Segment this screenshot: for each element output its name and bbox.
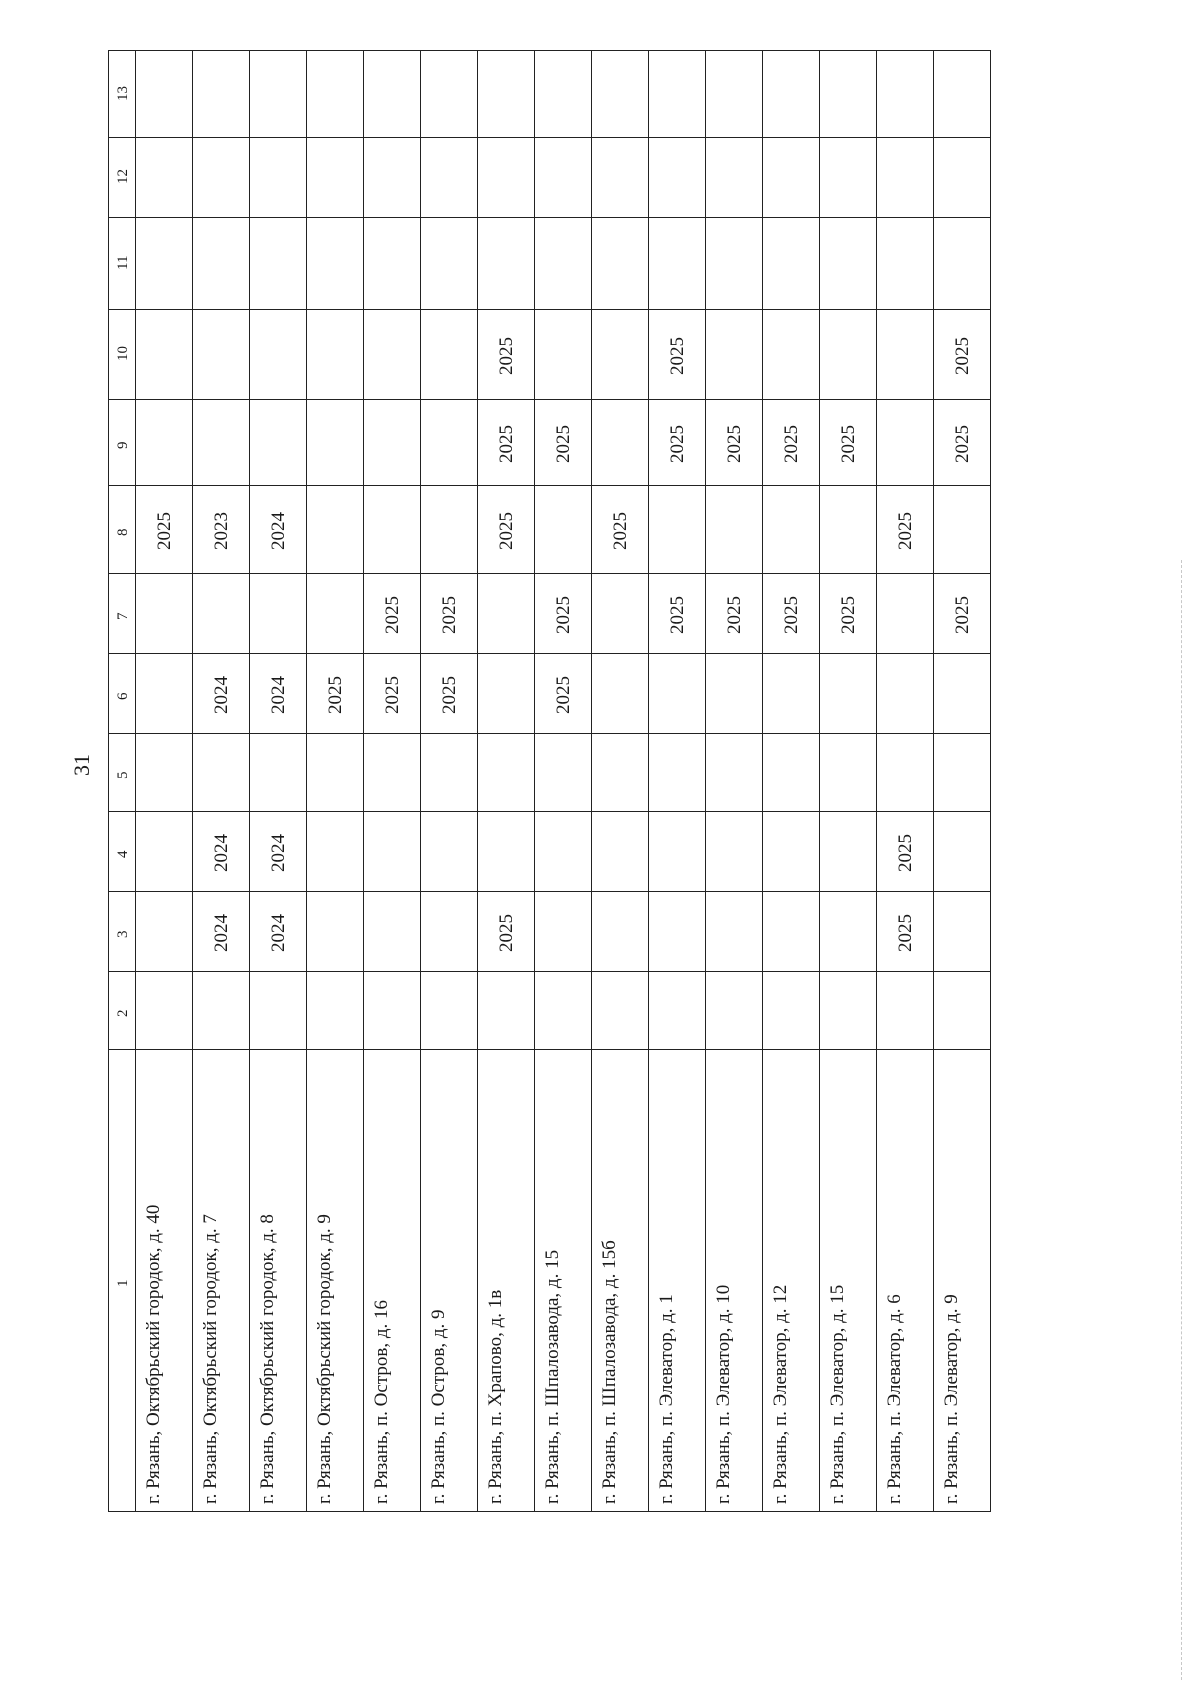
header-label: 8	[115, 528, 131, 536]
table-row	[421, 50, 478, 1512]
year-cell	[364, 310, 420, 400]
table-row	[250, 50, 307, 1512]
year-cell	[934, 218, 990, 310]
year-cell	[250, 972, 306, 1050]
year-cell	[820, 486, 876, 574]
year-value: 2025	[382, 596, 403, 634]
year-cell	[592, 218, 648, 310]
year-cell	[649, 218, 705, 310]
year-cell	[706, 400, 762, 486]
year-cell	[364, 218, 420, 310]
address-text: г. Рязань, п. Шпалозавода, д. 15	[542, 1249, 563, 1504]
year-cell	[193, 812, 249, 892]
year-value: 2025	[895, 914, 916, 952]
year-cell	[136, 310, 192, 400]
year-cell	[307, 892, 363, 972]
year-value: 2023	[211, 512, 232, 550]
year-cell	[193, 50, 249, 138]
year-cell	[877, 734, 933, 812]
year-cell	[877, 486, 933, 574]
year-cell	[535, 654, 591, 734]
header-label: 6	[115, 692, 131, 700]
year-cell	[934, 486, 990, 574]
header-cell	[109, 812, 135, 892]
year-cell	[364, 138, 420, 218]
year-cell	[193, 892, 249, 972]
header-cell	[109, 1050, 135, 1512]
year-cell	[592, 812, 648, 892]
year-cell	[649, 138, 705, 218]
year-cell	[877, 50, 933, 138]
year-cell	[820, 892, 876, 972]
table-row	[478, 50, 535, 1512]
address-text: г. Рязань, п. Элеватор, д. 9	[941, 1294, 962, 1504]
year-cell	[250, 654, 306, 734]
address-cell	[763, 1050, 819, 1512]
address-text: г. Рязань, Октябрьский городок, д. 7	[200, 1214, 221, 1504]
year-cell	[706, 812, 762, 892]
year-cell	[421, 812, 477, 892]
year-cell	[934, 138, 990, 218]
year-cell	[136, 972, 192, 1050]
year-cell	[592, 892, 648, 972]
year-cell	[364, 654, 420, 734]
year-value: 2025	[781, 425, 802, 463]
year-cell	[421, 218, 477, 310]
year-cell	[421, 734, 477, 812]
year-value: 2025	[952, 425, 973, 463]
table-row	[364, 50, 421, 1512]
year-cell	[592, 400, 648, 486]
year-cell	[763, 892, 819, 972]
address-cell	[820, 1050, 876, 1512]
address-cell	[877, 1050, 933, 1512]
year-cell	[193, 138, 249, 218]
table-row	[307, 50, 364, 1512]
year-value: 2025	[781, 596, 802, 634]
year-value: 2024	[268, 914, 289, 952]
year-cell	[250, 218, 306, 310]
year-cell	[763, 310, 819, 400]
year-cell	[706, 50, 762, 138]
address-cell	[535, 1050, 591, 1512]
year-cell	[934, 972, 990, 1050]
year-cell	[763, 972, 819, 1050]
year-cell	[193, 734, 249, 812]
address-text: г. Рязань, п. Остров, д. 9	[428, 1309, 449, 1504]
year-cell	[364, 734, 420, 812]
year-cell	[535, 486, 591, 574]
year-cell	[364, 574, 420, 654]
year-cell	[877, 138, 933, 218]
year-cell	[649, 972, 705, 1050]
header-label: 7	[115, 612, 131, 620]
year-cell	[535, 50, 591, 138]
table-row	[706, 50, 763, 1512]
year-cell	[820, 574, 876, 654]
year-cell	[535, 218, 591, 310]
year-cell	[193, 654, 249, 734]
table-row	[136, 50, 193, 1512]
year-cell	[136, 812, 192, 892]
address-cell	[364, 1050, 420, 1512]
year-value: 2025	[496, 337, 517, 375]
year-cell	[706, 892, 762, 972]
year-value: 2025	[667, 596, 688, 634]
year-value: 2025	[952, 596, 973, 634]
year-cell	[478, 892, 534, 972]
year-cell	[364, 812, 420, 892]
year-cell	[934, 654, 990, 734]
header-cell	[109, 50, 135, 138]
year-cell	[478, 574, 534, 654]
address-cell	[478, 1050, 534, 1512]
year-cell	[364, 400, 420, 486]
year-cell	[820, 310, 876, 400]
year-cell	[763, 138, 819, 218]
year-value: 2025	[667, 425, 688, 463]
table-row	[535, 50, 592, 1512]
header-label: 9	[115, 441, 131, 449]
year-cell	[136, 400, 192, 486]
year-cell	[934, 892, 990, 972]
year-cell	[592, 486, 648, 574]
table-row	[193, 50, 250, 1512]
header-label: 5	[115, 771, 131, 779]
year-cell	[421, 310, 477, 400]
address-cell	[421, 1050, 477, 1512]
year-cell	[649, 486, 705, 574]
year-cell	[535, 574, 591, 654]
address-cell	[934, 1050, 990, 1512]
year-cell	[649, 892, 705, 972]
year-cell	[877, 400, 933, 486]
year-cell	[535, 892, 591, 972]
year-cell	[307, 812, 363, 892]
year-cell	[136, 654, 192, 734]
address-cell	[250, 1050, 306, 1512]
year-value: 2025	[325, 676, 346, 714]
year-cell	[592, 574, 648, 654]
year-value: 2025	[496, 425, 517, 463]
year-cell	[763, 218, 819, 310]
address-cell	[136, 1050, 192, 1512]
year-cell	[193, 218, 249, 310]
year-cell	[478, 654, 534, 734]
year-cell	[478, 400, 534, 486]
header-cell	[109, 972, 135, 1050]
year-cell	[934, 574, 990, 654]
address-text: г. Рязань, п. Элеватор, д. 1	[656, 1294, 677, 1504]
address-text: г. Рязань, п. Остров, д. 16	[371, 1300, 392, 1504]
year-cell	[421, 486, 477, 574]
year-value: 2025	[154, 512, 175, 550]
year-cell	[706, 138, 762, 218]
year-cell	[820, 654, 876, 734]
year-cell	[706, 972, 762, 1050]
year-cell	[307, 486, 363, 574]
year-cell	[478, 310, 534, 400]
year-value: 2025	[553, 676, 574, 714]
year-cell	[535, 734, 591, 812]
year-value: 2024	[211, 834, 232, 872]
year-value: 2025	[667, 337, 688, 375]
year-cell	[193, 400, 249, 486]
year-value: 2025	[382, 676, 403, 714]
header-cell	[109, 734, 135, 812]
year-cell	[307, 50, 363, 138]
table-row	[649, 50, 706, 1512]
year-cell	[307, 400, 363, 486]
year-value: 2025	[838, 596, 859, 634]
address-text: г. Рязань, п. Элеватор, д. 15	[827, 1284, 848, 1504]
year-value: 2025	[496, 914, 517, 952]
year-cell	[877, 310, 933, 400]
year-cell	[136, 50, 192, 138]
year-cell	[820, 400, 876, 486]
year-cell	[136, 218, 192, 310]
year-value: 2025	[439, 676, 460, 714]
year-cell	[193, 310, 249, 400]
year-cell	[877, 574, 933, 654]
header-cell	[109, 138, 135, 218]
header-cell	[109, 574, 135, 654]
year-cell	[649, 50, 705, 138]
header-cell	[109, 654, 135, 734]
header-cell	[109, 218, 135, 310]
year-cell	[136, 574, 192, 654]
year-cell	[592, 138, 648, 218]
margin-rule	[1181, 560, 1182, 1680]
address-text: г. Рязань, п. Элеватор, д. 12	[770, 1284, 791, 1504]
year-value: 2024	[268, 512, 289, 550]
address-cell	[592, 1050, 648, 1512]
year-cell	[763, 654, 819, 734]
address-text: г. Рязань, п. Храпово, д. 1в	[485, 1289, 506, 1504]
year-cell	[706, 654, 762, 734]
year-value: 2025	[952, 337, 973, 375]
data-table	[108, 50, 1070, 1512]
year-cell	[592, 972, 648, 1050]
header-cell	[109, 892, 135, 972]
year-cell	[421, 654, 477, 734]
table-row	[592, 50, 649, 1512]
year-cell	[592, 734, 648, 812]
year-cell	[250, 812, 306, 892]
year-cell	[478, 138, 534, 218]
year-cell	[934, 50, 990, 138]
year-cell	[307, 574, 363, 654]
year-cell	[535, 138, 591, 218]
year-cell	[535, 310, 591, 400]
year-cell	[763, 574, 819, 654]
year-cell	[250, 310, 306, 400]
address-cell	[307, 1050, 363, 1512]
year-cell	[877, 812, 933, 892]
year-cell	[649, 310, 705, 400]
header-label: 12	[115, 169, 131, 184]
year-cell	[877, 972, 933, 1050]
year-value: 2025	[895, 512, 916, 550]
year-cell	[706, 310, 762, 400]
year-cell	[592, 654, 648, 734]
year-cell	[250, 50, 306, 138]
year-cell	[136, 734, 192, 812]
year-cell	[820, 50, 876, 138]
year-cell	[706, 574, 762, 654]
year-cell	[763, 400, 819, 486]
year-cell	[478, 218, 534, 310]
year-cell	[535, 812, 591, 892]
year-cell	[250, 734, 306, 812]
address-text: г. Рязань, Октябрьский городок, д. 9	[314, 1214, 335, 1504]
year-cell	[421, 574, 477, 654]
header-column	[108, 50, 136, 1512]
year-cell	[421, 400, 477, 486]
table-row	[820, 50, 877, 1512]
year-cell	[649, 734, 705, 812]
year-cell	[820, 218, 876, 310]
year-value: 2024	[211, 914, 232, 952]
year-cell	[250, 400, 306, 486]
year-cell	[763, 734, 819, 812]
year-cell	[820, 812, 876, 892]
year-cell	[250, 892, 306, 972]
year-cell	[934, 400, 990, 486]
year-value: 2025	[724, 596, 745, 634]
year-cell	[307, 972, 363, 1050]
year-cell	[649, 812, 705, 892]
year-cell	[421, 50, 477, 138]
year-value: 2025	[553, 596, 574, 634]
year-cell	[478, 734, 534, 812]
address-text: г. Рязань, п. Элеватор, д. 6	[884, 1294, 905, 1504]
header-label: 13	[115, 86, 131, 101]
year-cell	[763, 812, 819, 892]
year-cell	[934, 310, 990, 400]
year-cell	[535, 972, 591, 1050]
year-cell	[934, 734, 990, 812]
year-cell	[649, 574, 705, 654]
year-cell	[250, 574, 306, 654]
year-cell	[421, 138, 477, 218]
year-cell	[136, 138, 192, 218]
year-value: 2024	[268, 676, 289, 714]
header-label: 2	[115, 1009, 131, 1017]
year-cell	[934, 812, 990, 892]
year-value: 2025	[553, 425, 574, 463]
year-cell	[649, 654, 705, 734]
header-cell	[109, 310, 135, 400]
year-value: 2024	[211, 676, 232, 714]
year-cell	[421, 892, 477, 972]
header-label: 10	[115, 346, 131, 361]
year-cell	[706, 734, 762, 812]
year-cell	[136, 486, 192, 574]
year-value: 2024	[268, 834, 289, 872]
year-cell	[592, 50, 648, 138]
year-value: 2025	[496, 512, 517, 550]
header-label: 1	[115, 1279, 131, 1287]
table-row	[763, 50, 820, 1512]
year-cell	[421, 972, 477, 1050]
year-cell	[592, 310, 648, 400]
year-cell	[193, 486, 249, 574]
year-cell	[364, 892, 420, 972]
year-cell	[193, 972, 249, 1050]
year-cell	[763, 486, 819, 574]
year-cell	[307, 218, 363, 310]
year-cell	[877, 892, 933, 972]
year-cell	[307, 138, 363, 218]
year-cell	[364, 50, 420, 138]
table-row	[877, 50, 934, 1512]
year-cell	[307, 654, 363, 734]
address-cell	[193, 1050, 249, 1512]
header-cell	[109, 486, 135, 574]
address-text: г. Рязань, п. Шпалозавода, д. 15б	[599, 1240, 620, 1504]
year-cell	[307, 734, 363, 812]
table-row	[934, 50, 991, 1512]
page-number: 31	[69, 754, 94, 776]
year-cell	[706, 218, 762, 310]
year-cell	[250, 486, 306, 574]
year-cell	[820, 138, 876, 218]
year-cell	[478, 972, 534, 1050]
year-cell	[535, 400, 591, 486]
header-cell	[109, 400, 135, 486]
year-cell	[763, 50, 819, 138]
header-label: 11	[115, 255, 131, 270]
year-cell	[649, 400, 705, 486]
year-cell	[250, 138, 306, 218]
address-text: г. Рязань, Октябрьский городок, д. 8	[257, 1214, 278, 1504]
year-cell	[877, 654, 933, 734]
year-value: 2025	[724, 425, 745, 463]
address-text: г. Рязань, Октябрьский городок, д. 40	[143, 1204, 164, 1504]
year-value: 2025	[838, 425, 859, 463]
address-text: г. Рязань, п. Элеватор, д. 10	[713, 1284, 734, 1504]
header-label: 4	[115, 850, 131, 858]
year-cell	[820, 972, 876, 1050]
year-cell	[478, 486, 534, 574]
header-label: 3	[115, 930, 131, 938]
year-value: 2025	[610, 512, 631, 550]
year-cell	[364, 486, 420, 574]
year-cell	[820, 734, 876, 812]
year-cell	[193, 574, 249, 654]
year-cell	[307, 310, 363, 400]
year-cell	[136, 892, 192, 972]
year-cell	[478, 50, 534, 138]
year-cell	[364, 972, 420, 1050]
year-cell	[478, 812, 534, 892]
address-cell	[649, 1050, 705, 1512]
year-cell	[877, 218, 933, 310]
year-value: 2025	[439, 596, 460, 634]
year-cell	[706, 486, 762, 574]
year-value: 2025	[895, 834, 916, 872]
address-cell	[706, 1050, 762, 1512]
